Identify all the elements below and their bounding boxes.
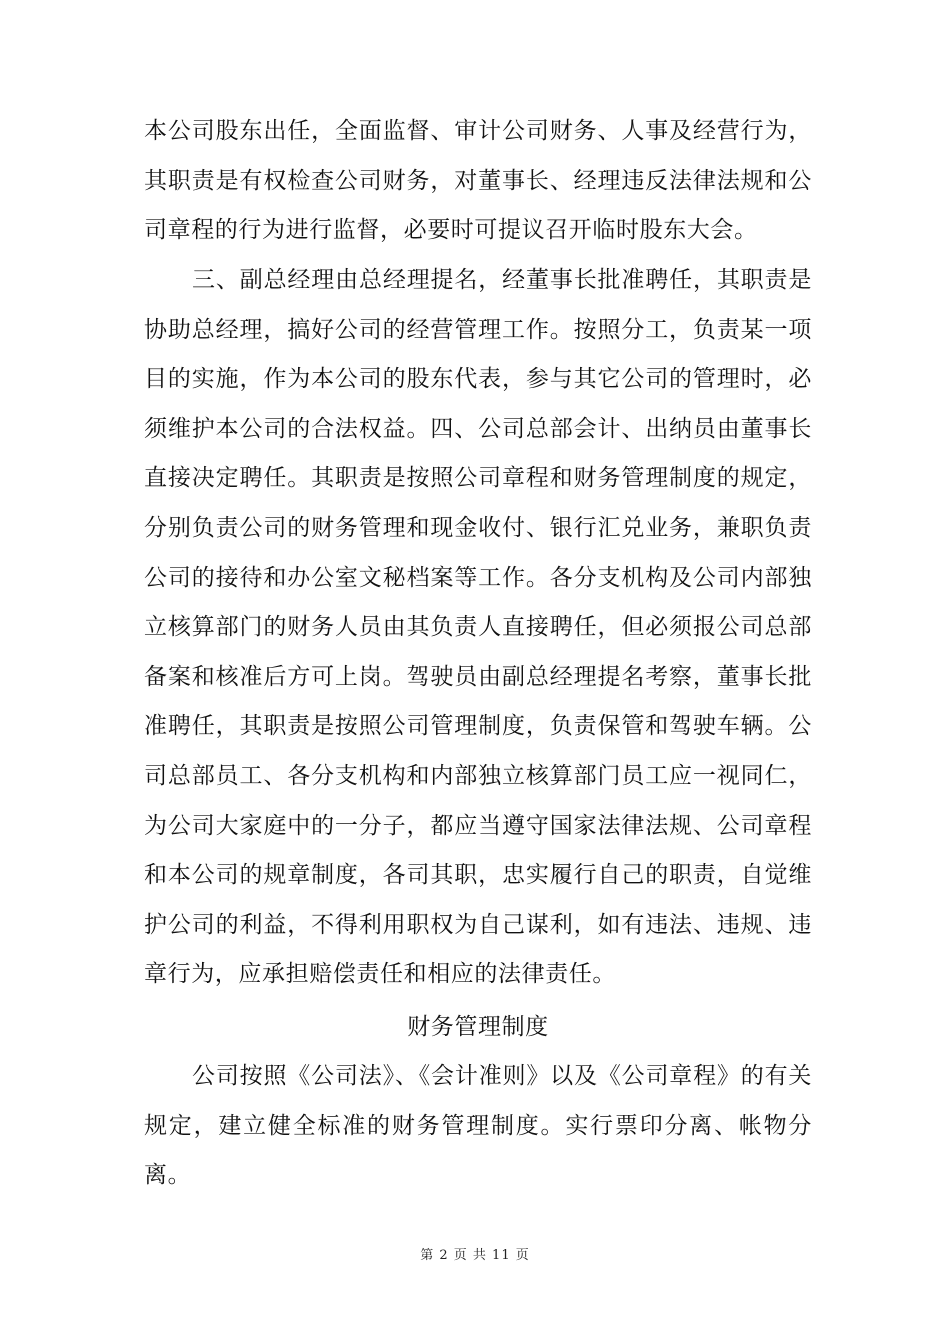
page-number-footer: 第 2 页 共 11 页 (420, 1248, 530, 1263)
paragraph-finance-system: 公司按照《公司法》、《会计准则》以及《公司章程》的有关规定，建立健全标准的财务管理制度。实行票印分离、帐物分离。 (144, 1063, 812, 1189)
section-heading: 财务管理制度 (407, 1014, 549, 1040)
paragraph-deputy-manager-duties: 三、副总经理由总经理提名，经董事长批准聘任，其职责是协助总经理，搞好公司的经营管理工作。按照分工，负责某一项目的实施，作为本公司的股东代表，参与其它公司的管理时，必须维护本公司的合法权益。四、公司总部会计、出纳员由董事长直接决定聘任。其职责是按照公司章程和财务管理制度的规定，分别负责公司的财务管理和现金收付、银行汇兑业务，兼职负责公司的接待和办公室文秘档案等工作。各分支机构及公司内部独立核算部门的财务人员由其负责人直接聘任，但必须报公司总部备案和核准后方可上岗。驾驶员由副总经理提名考察，董事长批准聘任，其职责是按照公司管理制度，负责保管和驾驶车辆。公司总部员工、各分支机构和内部独立核算部门员工应一视同仁，为公司大家庭中的一分子，都应当遵守国家法律法规、公司章程和本公司的规章制度，各司其职，忠实履行自己的职责，自觉维护公司的利益，不得利用职权为自己谋利，如有违法、违规、违章行为，应承担赔偿责任和相应的法律责任。 (144, 267, 812, 988)
paragraph-supervisor-duties: 本公司股东出任，全面监督、审计公司财务、人事及经营行为，其职责是有权检查公司财务，对董事长、经理违反法律法规和公司章程的行为进行监督，必要时可提议召开临时股东大会。 (144, 118, 812, 244)
